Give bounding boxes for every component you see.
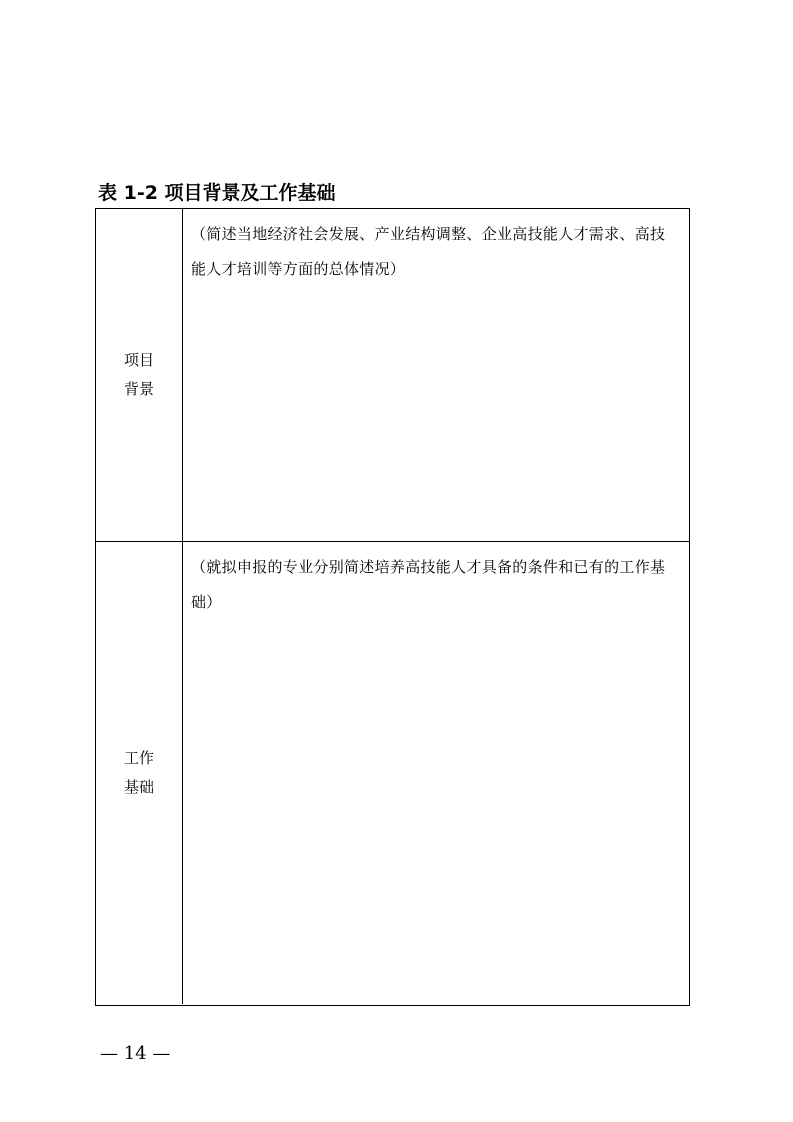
row-label-line: 基础 [123, 778, 154, 796]
instruction-text: （简述当地经济社会发展、产业结构调整、企业高技能人才需求、高技能人才培训等方面的总体情况） [191, 225, 666, 278]
page-number: — 14 — [100, 1043, 171, 1064]
project-background-field[interactable] [183, 209, 689, 541]
row-label-project-background [96, 209, 183, 541]
form-table [95, 208, 690, 1006]
row-label-work-foundation [96, 542, 183, 1004]
table-row-work-foundation [96, 542, 689, 1004]
instruction-text: （就拟申报的专业分别简述培养高技能人才具备的条件和已有的工作基础） [191, 558, 666, 611]
table-title: 表 1-2 项目背景及工作基础 [98, 182, 336, 204]
row-label-line: 项目 [123, 351, 154, 369]
row-label-line: 背景 [123, 380, 154, 398]
work-foundation-field[interactable] [183, 542, 689, 1004]
row-label-line: 工作 [123, 749, 154, 767]
table-row-project-background [96, 209, 689, 542]
